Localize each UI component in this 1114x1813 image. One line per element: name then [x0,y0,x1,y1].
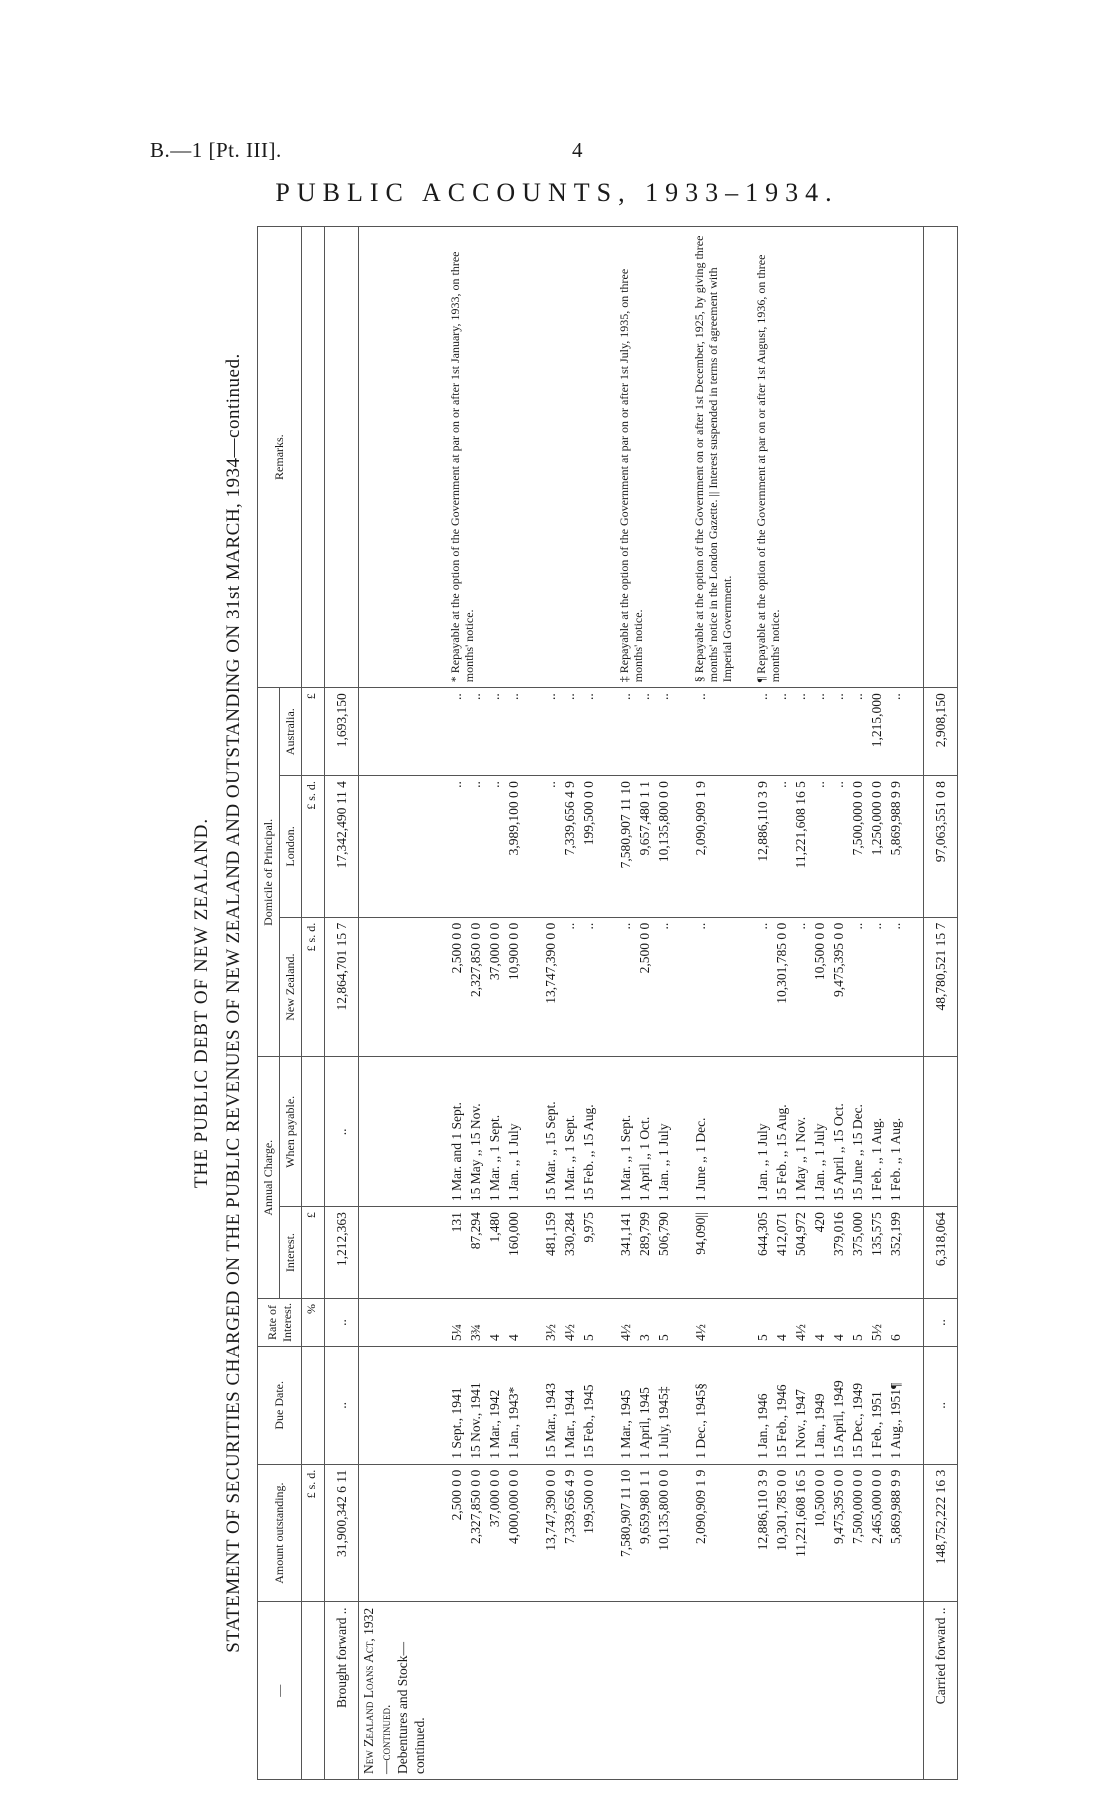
cell-when: 1 Feb. ,, 1 Aug. [886,1057,905,1207]
cell-when: 1 May ,, 1 Nov. [791,1057,810,1207]
col-london: London. [280,776,302,918]
carried-forward-when [924,1057,958,1207]
cell-due: 1 July, 1945‡ [654,1346,673,1464]
table-body [302,227,924,1780]
cell-amount: 11,221,608 16 5 [791,1464,810,1602]
rotated-statement [189,226,1009,1780]
cell-due: 1 Jan., 1943* [504,1346,523,1464]
cell-when: 1 April ,, 1 Oct. [635,1057,654,1207]
carried-forward-label: Carried forward .. [924,1602,958,1780]
cell-rate: 5½ [867,1298,886,1346]
unit-interest: £ [302,1207,325,1299]
cell-london: .. [485,776,504,918]
statement-subtitle: STATEMENT OF SECURITIES CHARGED ON THE PUBLIC REVENUES OF NEW ZEALAND AND OUTSTANDING ON 31st MARCH, 1934—continued. [223,353,244,1653]
cell-australia: .. [635,688,654,776]
running-title: PUBLIC ACCOUNTS, 1933–1934. [275,178,839,207]
cell-due: 15 Mar., 1943 [541,1346,560,1464]
remark: * Repayable at the option of the Government at par on or after 1st January, 1933, on three months' notice. [447,227,523,688]
cell-interest: 506,790 [654,1207,673,1299]
cell-london: 12,886,110 3 9 [753,776,772,918]
col-annual-charge: Annual Charge. [258,1057,280,1299]
unit-rate: % [302,1298,325,1346]
cell-when: 15 April ,, 15 Oct. [829,1057,848,1207]
cell-london: .. [772,776,791,918]
carried-forward-due: .. [924,1346,958,1464]
unit-nz: £ s. d. [302,917,325,1057]
cell-rate: 4 [829,1298,848,1346]
cell-nz: .. [654,917,673,1057]
cell-when: 1 Jan. ,, 1 July [753,1057,772,1207]
cell-australia: .. [541,688,560,776]
cell-amount: 2,500 0 0 [447,1464,466,1602]
cell-nz: 10,900 0 0 [504,917,523,1057]
cell-amount: 10,301,785 0 0 [772,1464,791,1602]
cell-london: 11,221,608 16 5 [791,776,810,918]
cell-due: 1 Feb., 1951 [867,1346,886,1464]
cell-due: 1 Mar., 1944 [560,1346,579,1464]
cell-amount: 5,869,988 9 9 [886,1464,905,1602]
cell-nz: .. [753,917,772,1057]
cell-rate: 4½ [791,1298,810,1346]
cell-rate: 3¾ [466,1298,485,1346]
cell-nz: .. [886,917,905,1057]
cell-australia: .. [829,688,848,776]
cell-rate: 6 [886,1298,905,1346]
cell-rate: 5 [654,1298,673,1346]
cell-nz: .. [579,917,598,1057]
col-rate: Rate of Interest. [258,1298,302,1346]
cell-london: 199,500 0 0 [579,776,598,918]
cell-nz: 37,000 0 0 [485,917,504,1057]
carried-forward-amount: 148,752,222 16 3 [924,1464,958,1602]
units-row [302,227,325,1780]
cell-nz: 2,327,850 0 0 [466,917,485,1057]
cell-due: 15 Feb., 1946 [772,1346,791,1464]
group-spacer [598,227,616,1780]
cell-australia: .. [560,688,579,776]
brought-forward-australia: 1,693,150 [325,688,359,776]
cell-rate: 5¼ [447,1298,466,1346]
cell-rate: 3½ [541,1298,560,1346]
brought-forward-when: .. [325,1057,359,1207]
carried-forward-interest: 6,318,064 [924,1207,958,1299]
cell-amount: 4,000,000 0 0 [504,1464,523,1602]
cell-interest: 481,159 [541,1207,560,1299]
col-remarks: Remarks. [258,227,302,688]
cell-nz: .. [560,917,579,1057]
brought-forward-interest: 1,212,363 [325,1207,359,1299]
statement-title: THE PUBLIC DEBT OF NEW ZEALAND. [191,817,212,1189]
cell-due: 1 April, 1945 [635,1346,654,1464]
cell-interest: 379,016 [829,1207,848,1299]
cell-when: 1 Mar. ,, 1 Sept. [485,1057,504,1207]
cell-amount: 7,339,656 4 9 [560,1464,579,1602]
cell-london: .. [829,776,848,918]
brought-forward-row [325,227,359,1780]
cell-london: 9,657,480 1 1 [635,776,654,918]
section-heading-row [359,227,430,1780]
cell-interest: 131 [447,1207,466,1299]
cell-when: 1 Feb. ,, 1 Aug. [867,1057,886,1207]
cell-australia: .. [772,688,791,776]
cell-nz: 9,475,395 0 0 [829,917,848,1057]
securities-table [257,226,958,1780]
cell-australia: .. [466,688,485,776]
cell-amount: 199,500 0 0 [579,1464,598,1602]
cell-due: 15 Feb., 1945 [579,1346,598,1464]
cell-rate: 4½ [691,1298,735,1346]
cell-australia: .. [810,688,829,776]
cell-due: 15 April, 1949 [829,1346,848,1464]
table-row [691,227,735,1780]
cell-nz: .. [867,917,886,1057]
brought-forward-due: .. [325,1346,359,1464]
cell-interest: 375,000 [848,1207,867,1299]
cell-due: 1 Aug., 1951¶ [886,1346,905,1464]
remark: ¶ Repayable at the option of the Government at par on or after 1st August, 1936, on three months' notice. [753,227,905,688]
cell-due: 1 Mar., 1945 [616,1346,635,1464]
cell-london: .. [466,776,485,918]
cell-australia: .. [654,688,673,776]
carried-forward-australia: 2,908,150 [924,688,958,776]
remark: § Repayable at the option of the Government on or after 1st December, 1925, by giving three months' notice in the London Gazette. || Interest suspended in terms of agreement with Imperial Government. [691,227,735,688]
cell-interest: 341,141 [616,1207,635,1299]
cell-nz: 13,747,390 0 0 [541,917,560,1057]
cell-australia: .. [848,688,867,776]
cell-interest: 87,294 [466,1207,485,1299]
cell-amount: 13,747,390 0 0 [541,1464,560,1602]
table-row [616,227,635,1780]
cell-due: 1 Mar., 1942 [485,1346,504,1464]
cell-when: 1 Mar. ,, 1 Sept. [560,1057,579,1207]
col-interest: Interest. [280,1207,302,1299]
cell-london: 7,500,000 0 0 [848,776,867,918]
cell-when: 1 Jan. ,, 1 July [654,1057,673,1207]
remark [541,227,598,688]
cell-london: 10,135,800 0 0 [654,776,673,918]
brought-forward-london: 17,342,490 11 4 [325,776,359,918]
cell-when: 15 May ,, 15 Nov. [466,1057,485,1207]
cell-interest: 289,799 [635,1207,654,1299]
cell-nz: .. [616,917,635,1057]
cell-due: 1 Dec., 1945§ [691,1346,735,1464]
cell-due: 15 Dec., 1949 [848,1346,867,1464]
cell-australia: .. [504,688,523,776]
cell-london: 3,989,100 0 0 [504,776,523,918]
cell-amount: 37,000 0 0 [485,1464,504,1602]
cell-rate: 4½ [616,1298,635,1346]
cell-rate: 3 [635,1298,654,1346]
cell-interest: 330,284 [560,1207,579,1299]
cell-australia: .. [691,688,735,776]
cell-nz: .. [691,917,735,1057]
cell-australia: .. [791,688,810,776]
col-when-payable: When payable. [280,1057,302,1207]
col-due-date: Due Date. [258,1346,302,1464]
cell-amount: 2,090,909 1 9 [691,1464,735,1602]
cell-when: 15 Feb. ,, 15 Aug. [772,1057,791,1207]
cell-due: 1 Jan., 1949 [810,1346,829,1464]
cell-australia: 1,215,000 [867,688,886,776]
cell-amount: 12,886,110 3 9 [753,1464,772,1602]
cell-amount: 9,659,980 1 1 [635,1464,654,1602]
col-description: — [258,1602,302,1780]
col-amount: Amount outstanding. [258,1464,302,1602]
cell-interest: 9,975 [579,1207,598,1299]
cell-when: 1 Jan. ,, 1 July [810,1057,829,1207]
cell-nz: 2,500 0 0 [635,917,654,1057]
cell-when: 15 June ,, 15 Dec. [848,1057,867,1207]
group-spacer [905,227,924,1780]
cell-london: 7,339,656 4 9 [560,776,579,918]
cell-rate: 5 [753,1298,772,1346]
cell-interest: 412,071 [772,1207,791,1299]
carried-forward-london: 97,063,551 0 8 [924,776,958,918]
cell-when: 15 Mar. ,, 15 Sept. [541,1057,560,1207]
section-heading: New Zealand Loans Act, 1932 —continued. [361,1607,393,1774]
group-spacer [673,227,691,1780]
cell-rate: 5 [848,1298,867,1346]
cell-australia: .. [753,688,772,776]
unit-australia: £ [302,688,325,776]
cell-due: 15 Nov., 1941 [466,1346,485,1464]
cell-interest: 135,575 [867,1207,886,1299]
cell-interest: 504,972 [791,1207,810,1299]
cell-when: 1 Jan. ,, 1 July [504,1057,523,1207]
cell-when: 1 Mar. and 1 Sept. [447,1057,466,1207]
col-australia: Australia. [280,688,302,776]
cell-nz: 2,500 0 0 [447,917,466,1057]
cell-london: 2,090,909 1 9 [691,776,735,918]
cell-amount: 10,135,800 0 0 [654,1464,673,1602]
page-header [0,128,1114,208]
cell-australia: .. [886,688,905,776]
group-spacer [429,227,447,1780]
group-spacer [523,227,541,1780]
carried-forward-rate: .. [924,1298,958,1346]
remark: ‡ Repayable at the option of the Government at par on or after 1st July, 1935, on three months' notice. [616,227,673,688]
cell-nz: 10,301,785 0 0 [772,917,791,1057]
cell-rate: 4 [485,1298,504,1346]
brought-forward-amount: 31,900,342 6 11 [325,1464,359,1602]
cell-rate: 5 [579,1298,598,1346]
cell-amount: 10,500 0 0 [810,1464,829,1602]
brought-forward-label: Brought forward .. [325,1602,359,1780]
cell-interest: 420 [810,1207,829,1299]
cell-rate: 4 [810,1298,829,1346]
cell-london: .. [810,776,829,918]
unit-london: £ s. d. [302,776,325,918]
cell-nz: .. [848,917,867,1057]
cell-amount: 7,580,907 11 10 [616,1464,635,1602]
cell-interest: 644,305 [753,1207,772,1299]
document-reference: B.—1 [Pt. III]. [150,138,282,162]
cell-australia: .. [485,688,504,776]
cell-interest: 94,090|| [691,1207,735,1299]
cell-nz: 10,500 0 0 [810,917,829,1057]
cell-london: .. [541,776,560,918]
cell-london: 1,250,000 0 0 [867,776,886,918]
carried-forward-row [924,227,958,1780]
cell-due: 1 Jan., 1946 [753,1346,772,1464]
cell-amount: 9,475,395 0 0 [829,1464,848,1602]
cell-due: 1 Nov., 1947 [791,1346,810,1464]
cell-london: .. [447,776,466,918]
cell-interest: 352,199 [886,1207,905,1299]
table-row [541,227,560,1780]
cell-when: 15 Feb. ,, 15 Aug. [579,1057,598,1207]
cell-interest: 160,000 [504,1207,523,1299]
cell-when: 1 June ,, 1 Dec. [691,1057,735,1207]
cell-rate: 4 [772,1298,791,1346]
carried-forward-nz: 48,780,521 15 7 [924,917,958,1057]
cell-london: 5,869,988 9 9 [886,776,905,918]
table-row [447,227,466,1780]
section-subheading: Debentures and Stock—continued. [395,1642,427,1774]
cell-australia: .. [616,688,635,776]
brought-forward-rate: .. [325,1298,359,1346]
unit-amount: £ s. d. [302,1464,325,1602]
cell-australia: .. [447,688,466,776]
cell-rate: 4½ [560,1298,579,1346]
cell-rate: 4 [504,1298,523,1346]
cell-due: 1 Sept., 1941 [447,1346,466,1464]
group-spacer [735,227,753,1780]
col-domicile: Domicile of Principal. [258,688,280,1057]
page-number: 4 [572,138,583,162]
cell-amount: 2,465,000 0 0 [867,1464,886,1602]
cell-when: 1 Mar. ,, 1 Sept. [616,1057,635,1207]
cell-nz: .. [791,917,810,1057]
cell-amount: 7,500,000 0 0 [848,1464,867,1602]
cell-london: 7,580,907 11 10 [616,776,635,918]
cell-amount: 2,327,850 0 0 [466,1464,485,1602]
col-new-zealand: New Zealand. [280,917,302,1057]
cell-australia: .. [579,688,598,776]
cell-interest: 1,480 [485,1207,504,1299]
brought-forward-nz: 12,864,701 15 7 [325,917,359,1057]
table-row [753,227,772,1780]
